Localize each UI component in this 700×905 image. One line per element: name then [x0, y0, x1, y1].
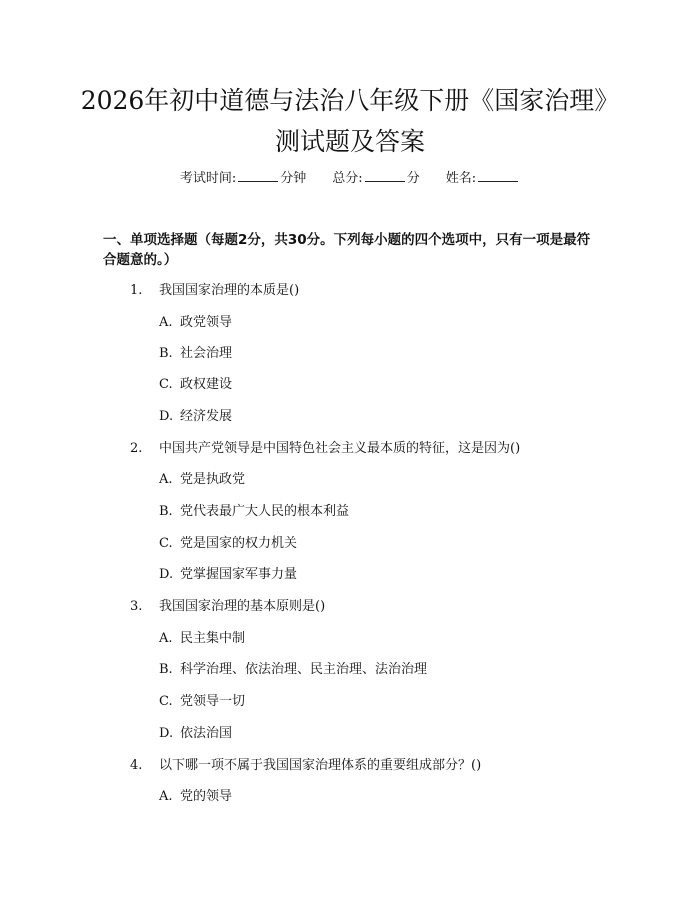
option-text: 党代表最广大人民的根本利益: [180, 504, 350, 519]
option-text: 党的领导: [180, 789, 233, 804]
option-letter: B.: [159, 346, 173, 361]
option-letter: D.: [159, 726, 174, 741]
option-text: 党领导一切: [180, 694, 246, 709]
option-letter: C.: [159, 694, 173, 709]
name-field: [446, 168, 520, 189]
time-label: 考试时间:: [179, 171, 237, 186]
question-text: 我国国家治理的基本原则是(): [159, 599, 326, 614]
option-letter: A.: [159, 315, 173, 330]
total-score-field: [332, 168, 419, 189]
option-letter: A.: [159, 472, 173, 487]
name-blank: [478, 168, 518, 182]
option-text: 党是国家的权力机关: [180, 536, 298, 551]
option-letter: C.: [159, 377, 173, 392]
option-letter: B.: [159, 662, 173, 677]
option-text: 政党领导: [180, 315, 233, 330]
score-unit: 分: [406, 171, 420, 186]
document-title: 2026年初中道德与法治八年级下册《国家治理》测试题及答案: [80, 86, 620, 156]
option-text: 社会治理: [180, 346, 233, 361]
option-text: 党是执政党: [180, 472, 246, 487]
question-text: 中国共产党领导是中国特色社会主义最本质的特征，这是因为(): [159, 441, 521, 456]
option-letter: A.: [159, 789, 173, 804]
question-number: 3.: [130, 599, 143, 614]
time-unit: 分钟: [280, 171, 307, 186]
score-label: 总分:: [332, 171, 363, 186]
question-number: 2.: [130, 441, 143, 456]
section-heading: 一、单项选择题（每题2分，共30分。下列每小题的四个选项中，只有一项是最符合题意的。）: [103, 232, 591, 268]
option-text: 依法治国: [180, 726, 233, 741]
option-text: 政权建设: [180, 377, 233, 392]
option-text: 经济发展: [180, 409, 233, 424]
option-text: 党掌握国家军事力量: [180, 567, 298, 582]
exam-time-field: [180, 168, 306, 189]
name-label: 姓名:: [445, 171, 477, 186]
question-text: 我国国家治理的本质是(): [159, 283, 300, 298]
exam-meta: [0, 168, 700, 189]
option-letter: B.: [159, 504, 173, 519]
option-letter: D.: [159, 567, 174, 582]
option-text: 科学治理、依法治理、民主治理、法治治理: [180, 662, 428, 677]
question-number: 4.: [130, 758, 143, 773]
option-letter: C.: [159, 536, 173, 551]
option-text: 民主集中制: [180, 631, 246, 646]
question-number: 1.: [130, 283, 143, 298]
time-blank: [238, 168, 278, 182]
score-blank: [365, 168, 405, 182]
option-letter: D.: [159, 409, 174, 424]
option-letter: A.: [159, 631, 173, 646]
question-text: 以下哪一项不属于我国国家治理体系的重要组成部分？(): [159, 758, 482, 773]
